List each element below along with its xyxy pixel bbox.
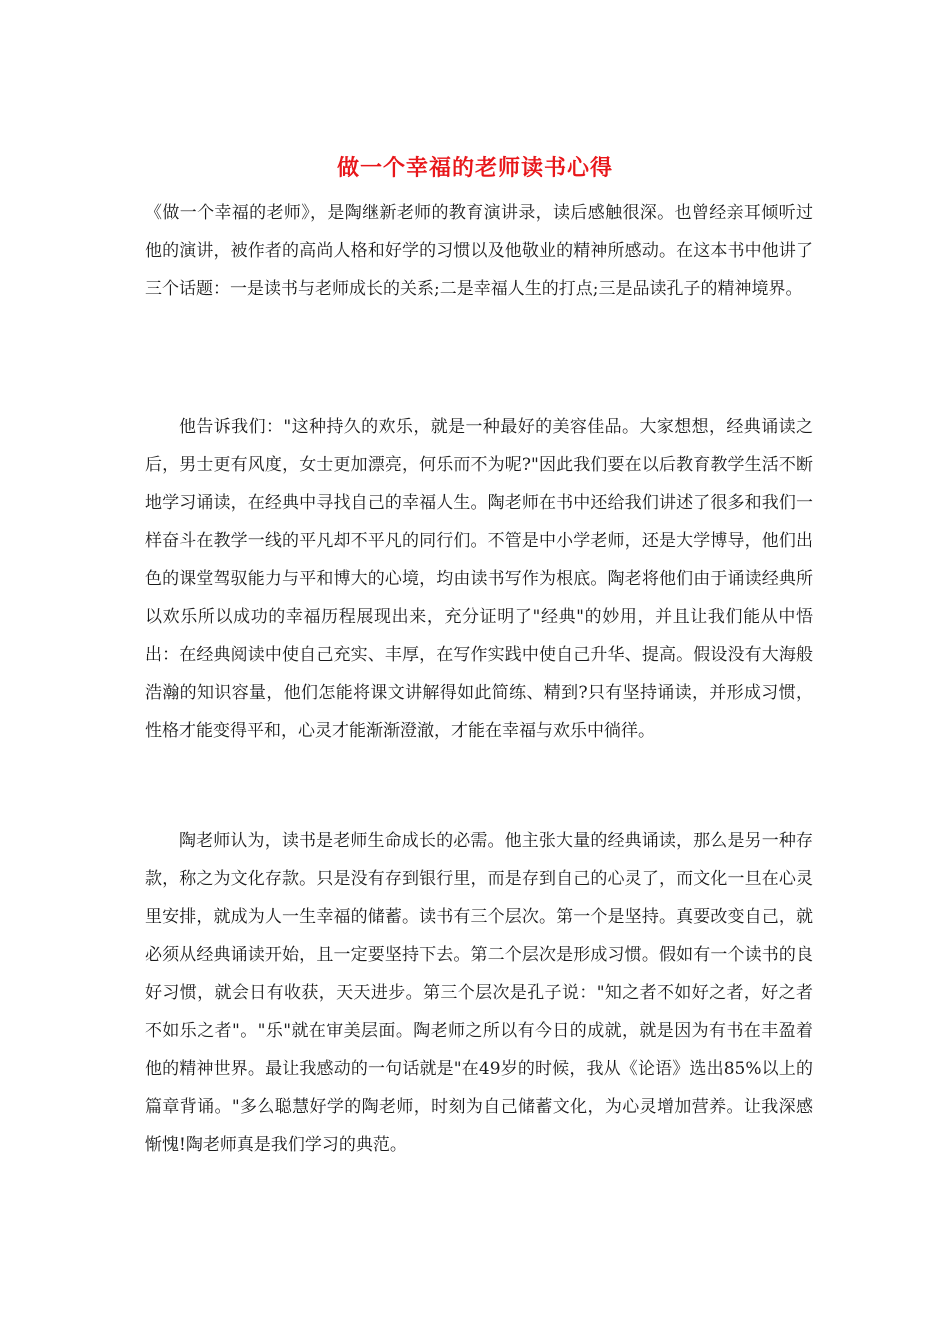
paragraph-intro: 《做一个幸福的老师》，是陶继新老师的教育演讲录，读后感触很深。也曾经亲耳倾听过他的演讲，被作者的高尚人格和好学的习惯以及他敬业的精神所感动。在这本书中他讲了三个话题：一是读书与老师成长的关系;二是幸福人生的打点;三是品读孔子的精神境界。 xyxy=(145,203,813,299)
paragraph-reading-levels: 陶老师认为，读书是老师生命成长的必需。他主张大量的经典诵读，那么是另一种存款，称之为文化存款。只是没有存到银行里，而是存到自己的心灵了，而文化一旦在心灵里安排，就成为人一生幸福的储蓄。读书有三个层次。第一个是坚持。真要改变自己，就必须从经典诵读开始，且一定要坚持下去。第二个层次是形成习惯。假如有一个读书的良好习惯，就会日有收获，天天进步。第三个层次是孔子说："知之者不如好之者，好之者不如乐之者"。"乐"就在审美层面。陶老师之所以有今日的成就，就是因为有书在丰盈着他的精神世界。最让我感动的一句话就是"在49岁的时候，我从《论语》选出85%以上的篇章背诵。"多么聪慧好学的陶老师，时刻为自己储蓄文化，为心灵增加营养。让我深感惭愧!陶老师真是我们学习的典范。 xyxy=(145,831,813,1155)
document-title: 做一个幸福的老师读书心得 xyxy=(336,155,613,181)
paragraph-classics-reading: 他告诉我们："这种持久的欢乐，就是一种最好的美容佳品。大家想想，经典诵读之后，男士更有风度，女士更加漂亮，何乐而不为呢?"因此我们要在以后教育教学生活不断地学习诵读，在经典中寻找自己的幸福人生。陶老师在书中还给我们讲述了很多和我们一样奋斗在教学一线的平凡却不平凡的同行们。不管是中小学老师，还是大学博导，他们出色的课堂驾驭能力与平和博大的心境，均由读书写作为根底。陶老将他们由于诵读经典所以欢乐所以成功的幸福历程展现出来，充分证明了"经典"的妙用，并且让我们能从中悟出：在经典阅读中使自己充实、丰厚，在写作实践中使自己升华、提高。假设没有大海般浩瀚的知识容量，他们怎能将课文讲解得如此简练、精到?只有坚持诵读，并形成习惯，性格才能变得平和，心灵才能渐渐澄澈，才能在幸福与欢乐中徜徉。 xyxy=(145,417,813,741)
